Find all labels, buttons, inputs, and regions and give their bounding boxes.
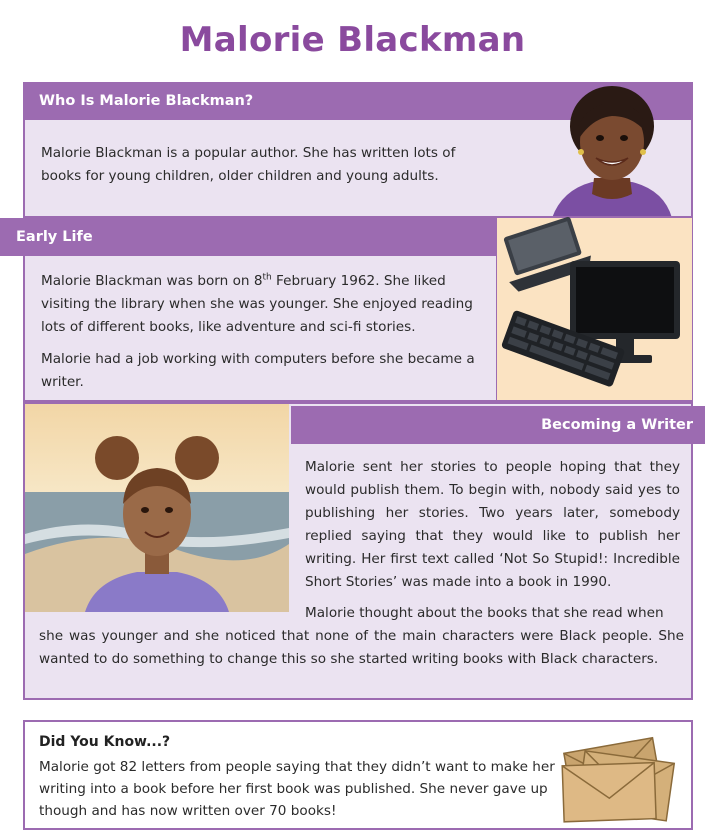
writer-text-2b: she was younger and she noticed that none of the main characters were Black people. She wanted to do something to change this so she started writing books with Black characters. (39, 628, 684, 667)
girl-beach-illustration (25, 404, 289, 612)
computer-illustration (496, 217, 693, 401)
envelopes-illustration (555, 728, 685, 826)
section-did-you-know (23, 720, 693, 830)
early-life-text-1 (41, 270, 491, 339)
writer-text-1: Malorie sent her stories to people hoping that they would publish them. To begin with, nobody said yes to publishing her stories. Two years later, somebody replied saying that they would like to publish her writing. Her first text called ‘Not So Stupid!: Incredible Short Stories’ was made into a book in 1990. (305, 459, 680, 590)
early-life-text-1a: Malorie Blackman was born on 8 (41, 273, 263, 289)
date-suffix: th (262, 272, 272, 283)
did-you-know-text: Malorie got 82 letters from people saying that they didn’t want to make her writing into a book before her first book was published. She never gave up though and has now written over 70 books! (39, 759, 555, 819)
section-heading-who: Who Is Malorie Blackman? (23, 82, 693, 120)
portrait-illustration (532, 82, 692, 218)
section-heading-early-life: Early Life (0, 218, 498, 256)
writer-text-2a: Malorie thought about the books that she read when (305, 605, 664, 621)
page-title: Malorie Blackman (179, 20, 526, 60)
section-heading-becoming-writer: Becoming a Writer (291, 406, 705, 444)
early-life-text-2: Malorie had a job working with computers before she became a writer. (41, 351, 475, 390)
did-you-know-heading: Did You Know...? (39, 734, 171, 750)
early-life-text-1b: February 1962. She liked visiting the library when she was younger. She enjoyed reading lots of different books, like adventure and sci-fi stories. (41, 273, 473, 335)
writer-text-2 (39, 602, 684, 671)
who-text: Malorie Blackman is a popular author. She has written lots of books for young children, older children and young adults. (41, 145, 456, 184)
